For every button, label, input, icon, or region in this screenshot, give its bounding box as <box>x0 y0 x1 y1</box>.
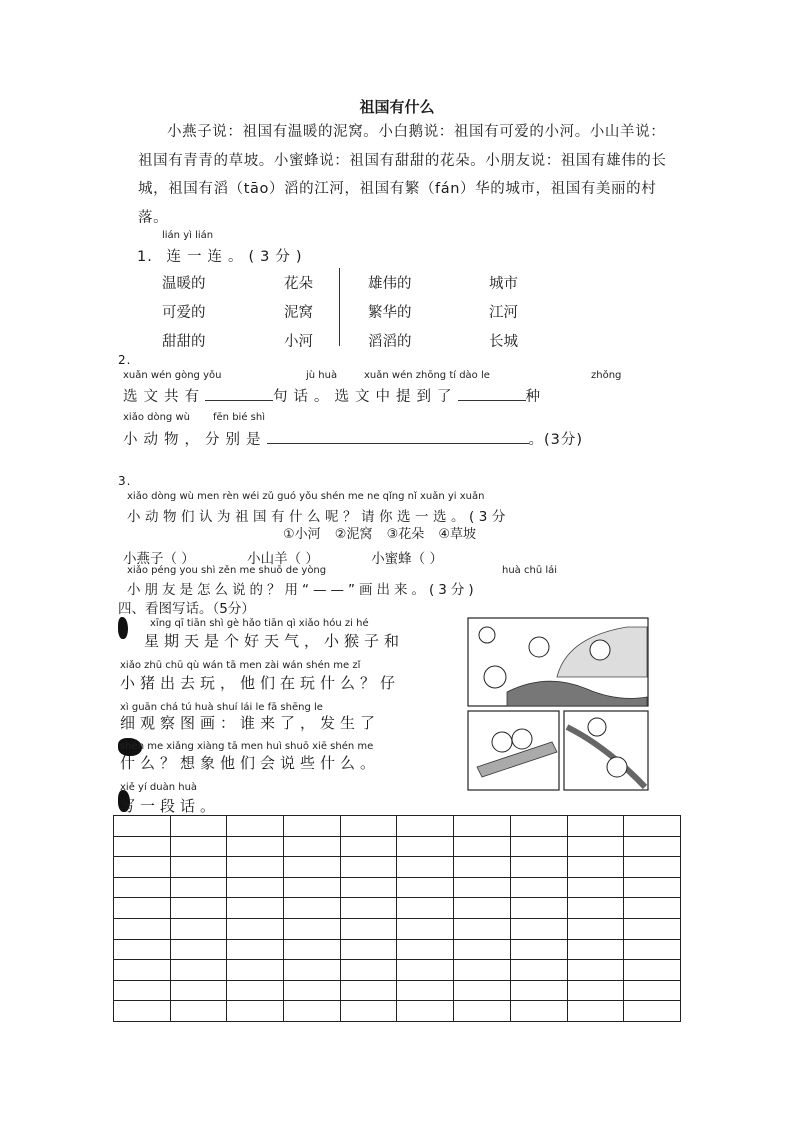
grid-cell[interactable] <box>284 836 341 857</box>
grid-cell[interactable] <box>284 918 341 939</box>
grid-cell[interactable] <box>567 980 624 1001</box>
grid-cell[interactable] <box>227 960 284 981</box>
s4-line: 写一段话。 <box>120 797 221 815</box>
q1-word[interactable]: 花朵 <box>284 276 313 292</box>
writing-grid <box>113 815 681 1022</box>
grid-row <box>114 816 681 837</box>
grid-cell[interactable] <box>454 816 511 837</box>
q2-blank-animals[interactable] <box>267 429 529 444</box>
panel-bottom-left <box>468 711 559 790</box>
s4-line: 星期天是个好天气，小猴子和 <box>144 632 405 650</box>
grid-cell[interactable] <box>170 939 227 960</box>
grid-cell[interactable] <box>170 898 227 919</box>
panel-bottom-right <box>564 711 648 790</box>
grid-cell[interactable] <box>170 960 227 981</box>
q2-text: 。(3分) <box>528 432 584 448</box>
grid-cell[interactable] <box>624 836 681 857</box>
grid-cell[interactable] <box>340 918 397 939</box>
s4-line: 小猪出去玩，他们在玩什么？仔 <box>120 674 401 692</box>
grid-cell[interactable] <box>624 918 681 939</box>
grid-cell[interactable] <box>114 939 171 960</box>
grid-cell[interactable] <box>284 939 341 960</box>
grid-cell[interactable] <box>397 898 454 919</box>
q1-word[interactable]: 甜甜的 <box>162 334 206 350</box>
grid-cell[interactable] <box>114 877 171 898</box>
grid-cell[interactable] <box>114 898 171 919</box>
q1-right-adjectives <box>368 270 412 357</box>
grid-cell[interactable] <box>510 939 567 960</box>
q2-pinyin: jù huà <box>306 370 338 381</box>
grid-cell[interactable] <box>340 1001 397 1022</box>
grid-cell[interactable] <box>624 857 681 878</box>
q2-text: 选文共有 <box>123 389 205 405</box>
grid-cell[interactable] <box>624 816 681 837</box>
q3-option: ②泥窝 <box>334 527 373 542</box>
grid-cell[interactable] <box>567 898 624 919</box>
q1-word[interactable]: 温暖的 <box>162 276 206 292</box>
grid-cell[interactable] <box>567 877 624 898</box>
q3-number: 3. <box>118 474 132 488</box>
q1-number: 1. <box>137 249 153 265</box>
q3-options <box>283 523 476 542</box>
grid-cell[interactable] <box>397 1001 454 1022</box>
grid-cell[interactable] <box>284 980 341 1001</box>
q1-pinyin: lián yì lián <box>162 230 214 241</box>
grid-cell[interactable] <box>454 857 511 878</box>
grid-cell[interactable] <box>454 939 511 960</box>
q3-option: ④草坡 <box>438 527 477 542</box>
grid-row <box>114 877 681 898</box>
grid-cell[interactable] <box>624 898 681 919</box>
q2-blank-kinds[interactable] <box>458 386 526 401</box>
panel-top <box>468 618 648 706</box>
q2-pinyin: xiǎo dòng wù <box>123 412 190 423</box>
q1-word[interactable]: 可爱的 <box>162 305 206 321</box>
q2-line2 <box>123 428 583 449</box>
q1-word[interactable]: 滔滔的 <box>368 334 412 350</box>
grid-cell[interactable] <box>340 980 397 1001</box>
grid-cell[interactable] <box>454 960 511 981</box>
passage-text: 小燕子说：祖国有温暖的泥窝。小白鹅说：祖国有可爱的小河。小山羊说：祖国有青青的草坡。小蜜蜂说：祖国有甜甜的花朵。小朋友说：祖国有雄伟的长城，祖国有滔（tāo）滔的江河，祖国有繁（fán）华的城市，祖国有美丽的村落。 <box>138 124 667 226</box>
q1-word[interactable]: 长城 <box>489 334 518 350</box>
grid-cell[interactable] <box>510 816 567 837</box>
grid-cell[interactable] <box>284 1001 341 1022</box>
s4-line: 细观察图画：谁来了，发生了 <box>120 714 381 732</box>
grid-cell[interactable] <box>510 836 567 857</box>
s4-pinyin: xīng qī tiān shì gè hǎo tiān qì xiǎo hóu zi hé <box>150 618 369 629</box>
reading-passage <box>138 118 678 232</box>
grid-cell[interactable] <box>397 939 454 960</box>
grid-cell[interactable] <box>510 960 567 981</box>
grid-cell[interactable] <box>170 836 227 857</box>
grid-cell[interactable] <box>624 939 681 960</box>
grid-cell[interactable] <box>114 918 171 939</box>
grid-cell[interactable] <box>397 980 454 1001</box>
grid-cell[interactable] <box>284 898 341 919</box>
q2-line1 <box>123 385 546 406</box>
q1-prompt <box>137 245 308 266</box>
s4-pinyin: xì guān chá tú huà shuí lái le fā shēng le <box>120 702 323 713</box>
grid-row <box>114 918 681 939</box>
grid-cell[interactable] <box>454 1001 511 1022</box>
q1-text: 连一连。(3分) <box>166 249 308 265</box>
grid-row <box>114 980 681 1001</box>
grid-cell[interactable] <box>284 816 341 837</box>
q3-choices <box>123 547 443 567</box>
q1-left-adjectives <box>162 270 206 357</box>
grid-cell[interactable] <box>170 857 227 878</box>
grid-cell[interactable] <box>227 877 284 898</box>
q3-choice[interactable]: 小蜜蜂（ ） <box>371 551 443 567</box>
q2-pinyin: zhǒng <box>591 370 622 381</box>
q2-pinyin: xuǎn wén gòng yǒu <box>123 370 222 381</box>
grid-cell[interactable] <box>170 877 227 898</box>
q3-choice[interactable]: 小山羊（ ） <box>247 551 319 567</box>
q1-word[interactable]: 雄伟的 <box>368 276 412 292</box>
grid-cell[interactable] <box>340 857 397 878</box>
grid-cell[interactable] <box>227 836 284 857</box>
section4-heading: 四、看图写话。（5分） <box>118 601 255 617</box>
q2-text: 小动物，分别是 <box>123 432 267 448</box>
grid-cell[interactable] <box>227 939 284 960</box>
grid-cell[interactable] <box>624 960 681 981</box>
grid-cell[interactable] <box>397 836 454 857</box>
q1-left-nouns <box>284 270 313 357</box>
grid-cell[interactable] <box>340 877 397 898</box>
grid-cell[interactable] <box>510 898 567 919</box>
grid-cell[interactable] <box>397 816 454 837</box>
grid-cell[interactable] <box>510 857 567 878</box>
grid-cell[interactable] <box>284 877 341 898</box>
grid-cell[interactable] <box>397 918 454 939</box>
grid-cell[interactable] <box>340 960 397 981</box>
grid-cell[interactable] <box>624 980 681 1001</box>
grid-cell[interactable] <box>114 836 171 857</box>
q2-blank-sentences[interactable] <box>205 386 273 401</box>
grid-cell[interactable] <box>510 918 567 939</box>
grid-cell[interactable] <box>227 898 284 919</box>
q1-word[interactable]: 城市 <box>489 276 518 292</box>
grid-cell[interactable] <box>454 980 511 1001</box>
grid-cell[interactable] <box>624 1001 681 1022</box>
grid-cell[interactable] <box>284 857 341 878</box>
grid-row <box>114 836 681 857</box>
grid-cell[interactable] <box>114 816 171 837</box>
grid-cell[interactable] <box>340 898 397 919</box>
grid-cell[interactable] <box>340 816 397 837</box>
grid-cell[interactable] <box>227 918 284 939</box>
grid-cell[interactable] <box>284 960 341 981</box>
q3-line2: 小朋友是怎么说的？用“——”画出来。(3分) <box>127 582 478 598</box>
s4-pinyin: xiǎo zhū chū qù wán tā men zài wán shén me zǐ <box>120 660 361 671</box>
grid-cell[interactable] <box>454 836 511 857</box>
s4-pinyin: xiě yí duàn huà <box>120 782 198 793</box>
grid-cell[interactable] <box>227 816 284 837</box>
q1-word[interactable]: 小河 <box>284 334 313 350</box>
grid-cell[interactable] <box>567 939 624 960</box>
grid-cell[interactable] <box>567 1001 624 1022</box>
q3-option: ③花朵 <box>386 527 425 542</box>
q1-word[interactable]: 江河 <box>489 305 518 321</box>
grid-cell[interactable] <box>567 836 624 857</box>
q1-word[interactable]: 繁华的 <box>368 305 412 321</box>
ink-mark <box>118 617 128 639</box>
grid-cell[interactable] <box>227 980 284 1001</box>
grid-row <box>114 960 681 981</box>
grid-cell[interactable] <box>340 939 397 960</box>
q2-pinyin: fēn bié shì <box>213 412 265 423</box>
q3-pinyin: xiǎo péng you shì zěn me shuō de yòng <box>127 565 327 576</box>
grid-cell[interactable] <box>510 1001 567 1022</box>
grid-cell[interactable] <box>340 836 397 857</box>
q3-option: ①小河 <box>283 527 321 542</box>
grid-cell[interactable] <box>454 877 511 898</box>
grid-cell[interactable] <box>454 898 511 919</box>
grid-cell[interactable] <box>510 980 567 1001</box>
grid-row <box>114 857 681 878</box>
grid-cell[interactable] <box>567 857 624 878</box>
comic-picture <box>467 617 649 791</box>
q2-pinyin: xuǎn wén zhōng tí dào le <box>364 370 490 381</box>
grid-cell[interactable] <box>510 877 567 898</box>
q1-divider <box>339 268 340 346</box>
grid-cell[interactable] <box>114 1001 171 1022</box>
grid-cell[interactable] <box>567 816 624 837</box>
q2-text: 句话。选文中提到了 <box>273 389 458 405</box>
grid-cell[interactable] <box>397 857 454 878</box>
grid-cell[interactable] <box>227 857 284 878</box>
grid-cell[interactable] <box>567 918 624 939</box>
grid-row <box>114 898 681 919</box>
q1-word[interactable]: 泥窝 <box>284 305 313 321</box>
grid-row <box>114 939 681 960</box>
q1-right-nouns <box>489 270 518 357</box>
grid-cell[interactable] <box>114 857 171 878</box>
s4-pinyin: shén me xiǎng xiàng tā men huì shuō xiē shén me <box>120 741 374 752</box>
grid-cell[interactable] <box>454 918 511 939</box>
grid-cell[interactable] <box>170 1001 227 1022</box>
grid-cell[interactable] <box>170 918 227 939</box>
grid-cell[interactable] <box>397 960 454 981</box>
grid-cell[interactable] <box>114 960 171 981</box>
grid-cell[interactable] <box>170 816 227 837</box>
grid-cell[interactable] <box>114 980 171 1001</box>
q3-choice[interactable]: 小燕子（ ） <box>123 551 195 567</box>
q2-number: 2. <box>118 353 132 367</box>
grid-row <box>114 1001 681 1022</box>
grid-cell[interactable] <box>170 980 227 1001</box>
q3-line1: 小动物们认为祖国有什么呢？请你选一选。(3分 <box>127 509 510 525</box>
s4-line: 什么？想象他们会说些什么。 <box>120 754 381 772</box>
grid-cell[interactable] <box>624 877 681 898</box>
q3-pinyin: xiǎo dòng wù men rèn wéi zǔ guó yǒu shén me ne qǐng nǐ xuǎn yi xuǎn <box>127 491 485 502</box>
q2-text: 种 <box>525 389 546 405</box>
q3-pinyin: huà chū lái <box>502 565 558 576</box>
grid-cell[interactable] <box>397 877 454 898</box>
page-title: 祖国有什么 <box>359 98 435 116</box>
grid-cell[interactable] <box>567 960 624 981</box>
grid-cell[interactable] <box>227 1001 284 1022</box>
